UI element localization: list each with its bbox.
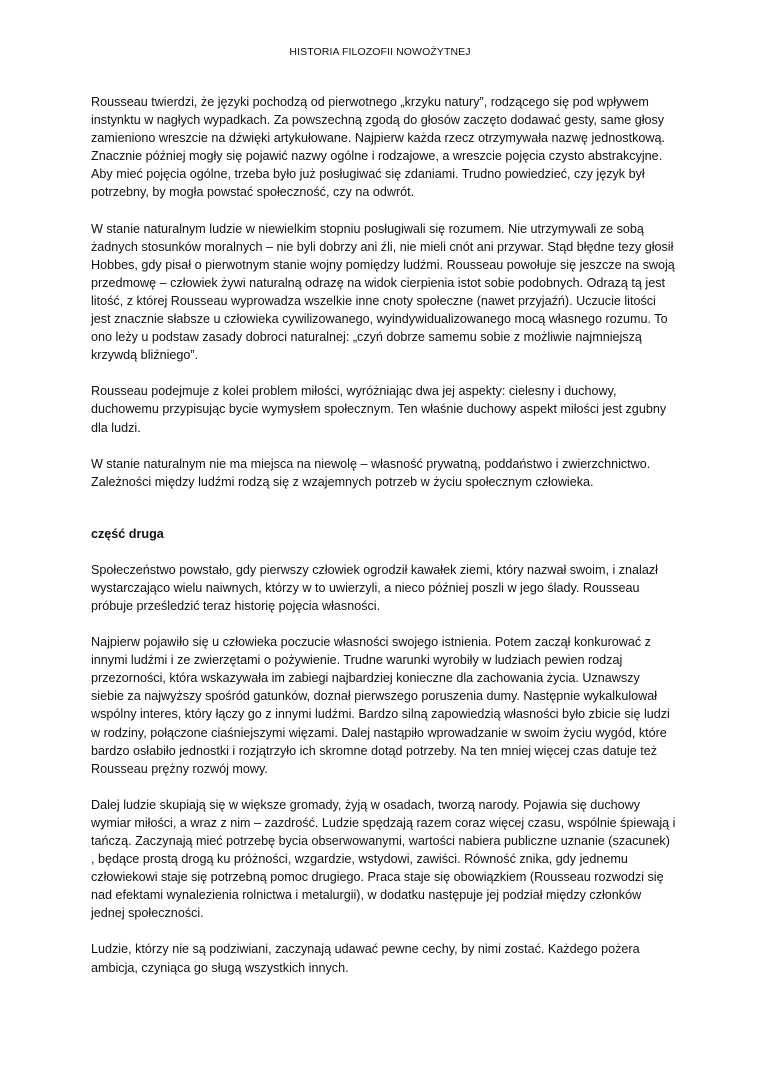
paragraph-society-origin: Społeczeństwo powstało, gdy pierwszy człowiek ogrodził kawałek ziemi, który nazwał swoim, i znalazł wystarczająco wielu naiwnych, którzy w to uwierzyli, a nieco później poszli w jego ślady. Rousseau próbuje prześledzić teraz historię pojęcia własności. [91,562,658,613]
page-header: HISTORIA FILOZOFII NOWOŻYTNEJ [289,46,471,58]
paragraph-language-origin: Rousseau twierdzi, że języki pochodzą od pierwotnego „krzyku natury”, rodzącego się pod wpływem instynktu w nagłych wypadkach. Za powszechną zgodą do głosów zaczęto dodawać gesty, same głosy zamieniono wreszcie na dźwięki artykułowane. Najpierw każda rzecz otrzymywała nazwę jednostkową. Znacznie później mogły się pojawić nazwy ogólne i rodzajowe, a wreszcie pojęcia czysto abstrakcyjne. Aby mieć pojęcia ogólne, trzeba było już posługiwać się zdaniami. Trudno powiedzieć, czy język był potrzebny, by mogła powstać społeczność, czy na odwrót. [91,95,665,200]
section-heading-part-two: część druga [91,526,164,541]
paragraph-natural-state: W stanie naturalnym ludzie w niewielkim stopniu posługiwali się rozumem. Nie utrzymywali ze sobą żadnych stosunków moralnych – nie byli dobrzy ani źli, nie mieli cnót ani przywar. Stąd błędne tezy głosił Hobbes, gdy pisał o pierwotnym stanie wojny pomiędzy ludźmi. Rousseau powołuje się jeszcze na swoją przedmowę – człowiek żywi naturalną odrazę na widok cierpienia istot sobie podobnych. Odrazą tą jest litość, z której Rousseau wyprowadza wszelkie inne cnoty społeczne (nawet przyjaźń). Uczucie litości jest znacznie słabsze u człowieka cywilizowanego, wyindywidualizowanego mocą własnego rozumu. To ono leży u podstaw zasady dobroci naturalnej: „czyń dobrze samemu sobie z możliwie najmniejszą krzywdą bliźniego”. [91,221,675,363]
paragraph-slavery: W stanie naturalnym nie ma miejsca na niewolę – własność prywatną, poddaństwo i zwierzchnictwo. Zależności między ludźmi rodzą się z wzajemnych potrzeb w życiu społecznym człowieka. [91,456,651,489]
paragraph-ambition: Ludzie, którzy nie są podziwiani, zaczynają udawać pewne cechy, by nimi zostać. Każdego pożera ambicja, czyniąca go sługą wszystkich innych. [91,942,640,975]
document-body [91,93,676,995]
paragraph-communities: Dalej ludzie skupiają się w większe gromady, żyją w osadach, tworzą narody. Pojawia się duchowy wymiar miłości, a wraz z nim – zazdrość. Ludzie spędzają razem coraz więcej czasu, wspólnie śpiewają i tańczą. Zaczynają mieć potrzebę bycia obserwowanymi, wartości nabiera publiczne uznanie (szacunek) , będące prostą drogą ku próżności, wzgardzie, wstydowi, zawiści. Równość znika, gdy jednemu człowiekowi staje się potrzebną pomoc drugiego. Praca staje się obowiązkiem (Rousseau rozwodzi się nad efektami wynalezienia rolnictwa i metalurgii), w dodatku następuje jej podział między członków jednej społeczności. [91,797,676,921]
paragraph-love: Rousseau podejmuje z kolei problem miłości, wyróżniając dwa jej aspekty: cielesny i duchowy, duchowemu przypisując bycie wymysłem społecznym. Ten właśnie duchowy aspekt miłości jest zgubny dla ludzi. [91,384,667,435]
paragraph-property-history: Najpierw pojawiło się u człowieka poczucie własności swojego istnienia. Potem zaczął konkurować z innymi ludźmi i ze zwierzętami o pożywienie. Trudne warunki wyrobiły w ludziach pewien rodzaj przezorności, która wskazywała im zabiegi najbardziej konieczne dla zachowania życia. Uznawszy siebie za najwyższy spośród gatunków, doznał pierwszego poruszenia dumy. Następnie wykalkulował wspólny interes, który łączy go z innymi ludźmi. Bardzo silną zapowiedzią własności było zbicie się ludzi w rodziny, połączone ciaśniejszymi więzami. Dalej nastąpiło wprowadzanie w swoim życiu wygód, które bardzo osłabiło jednostki i rozjątrzyło ich skromne dotąd potrzeby. Na ten mniej więcej czas datuje też Rousseau prężny rozwój mowy. [91,635,670,776]
